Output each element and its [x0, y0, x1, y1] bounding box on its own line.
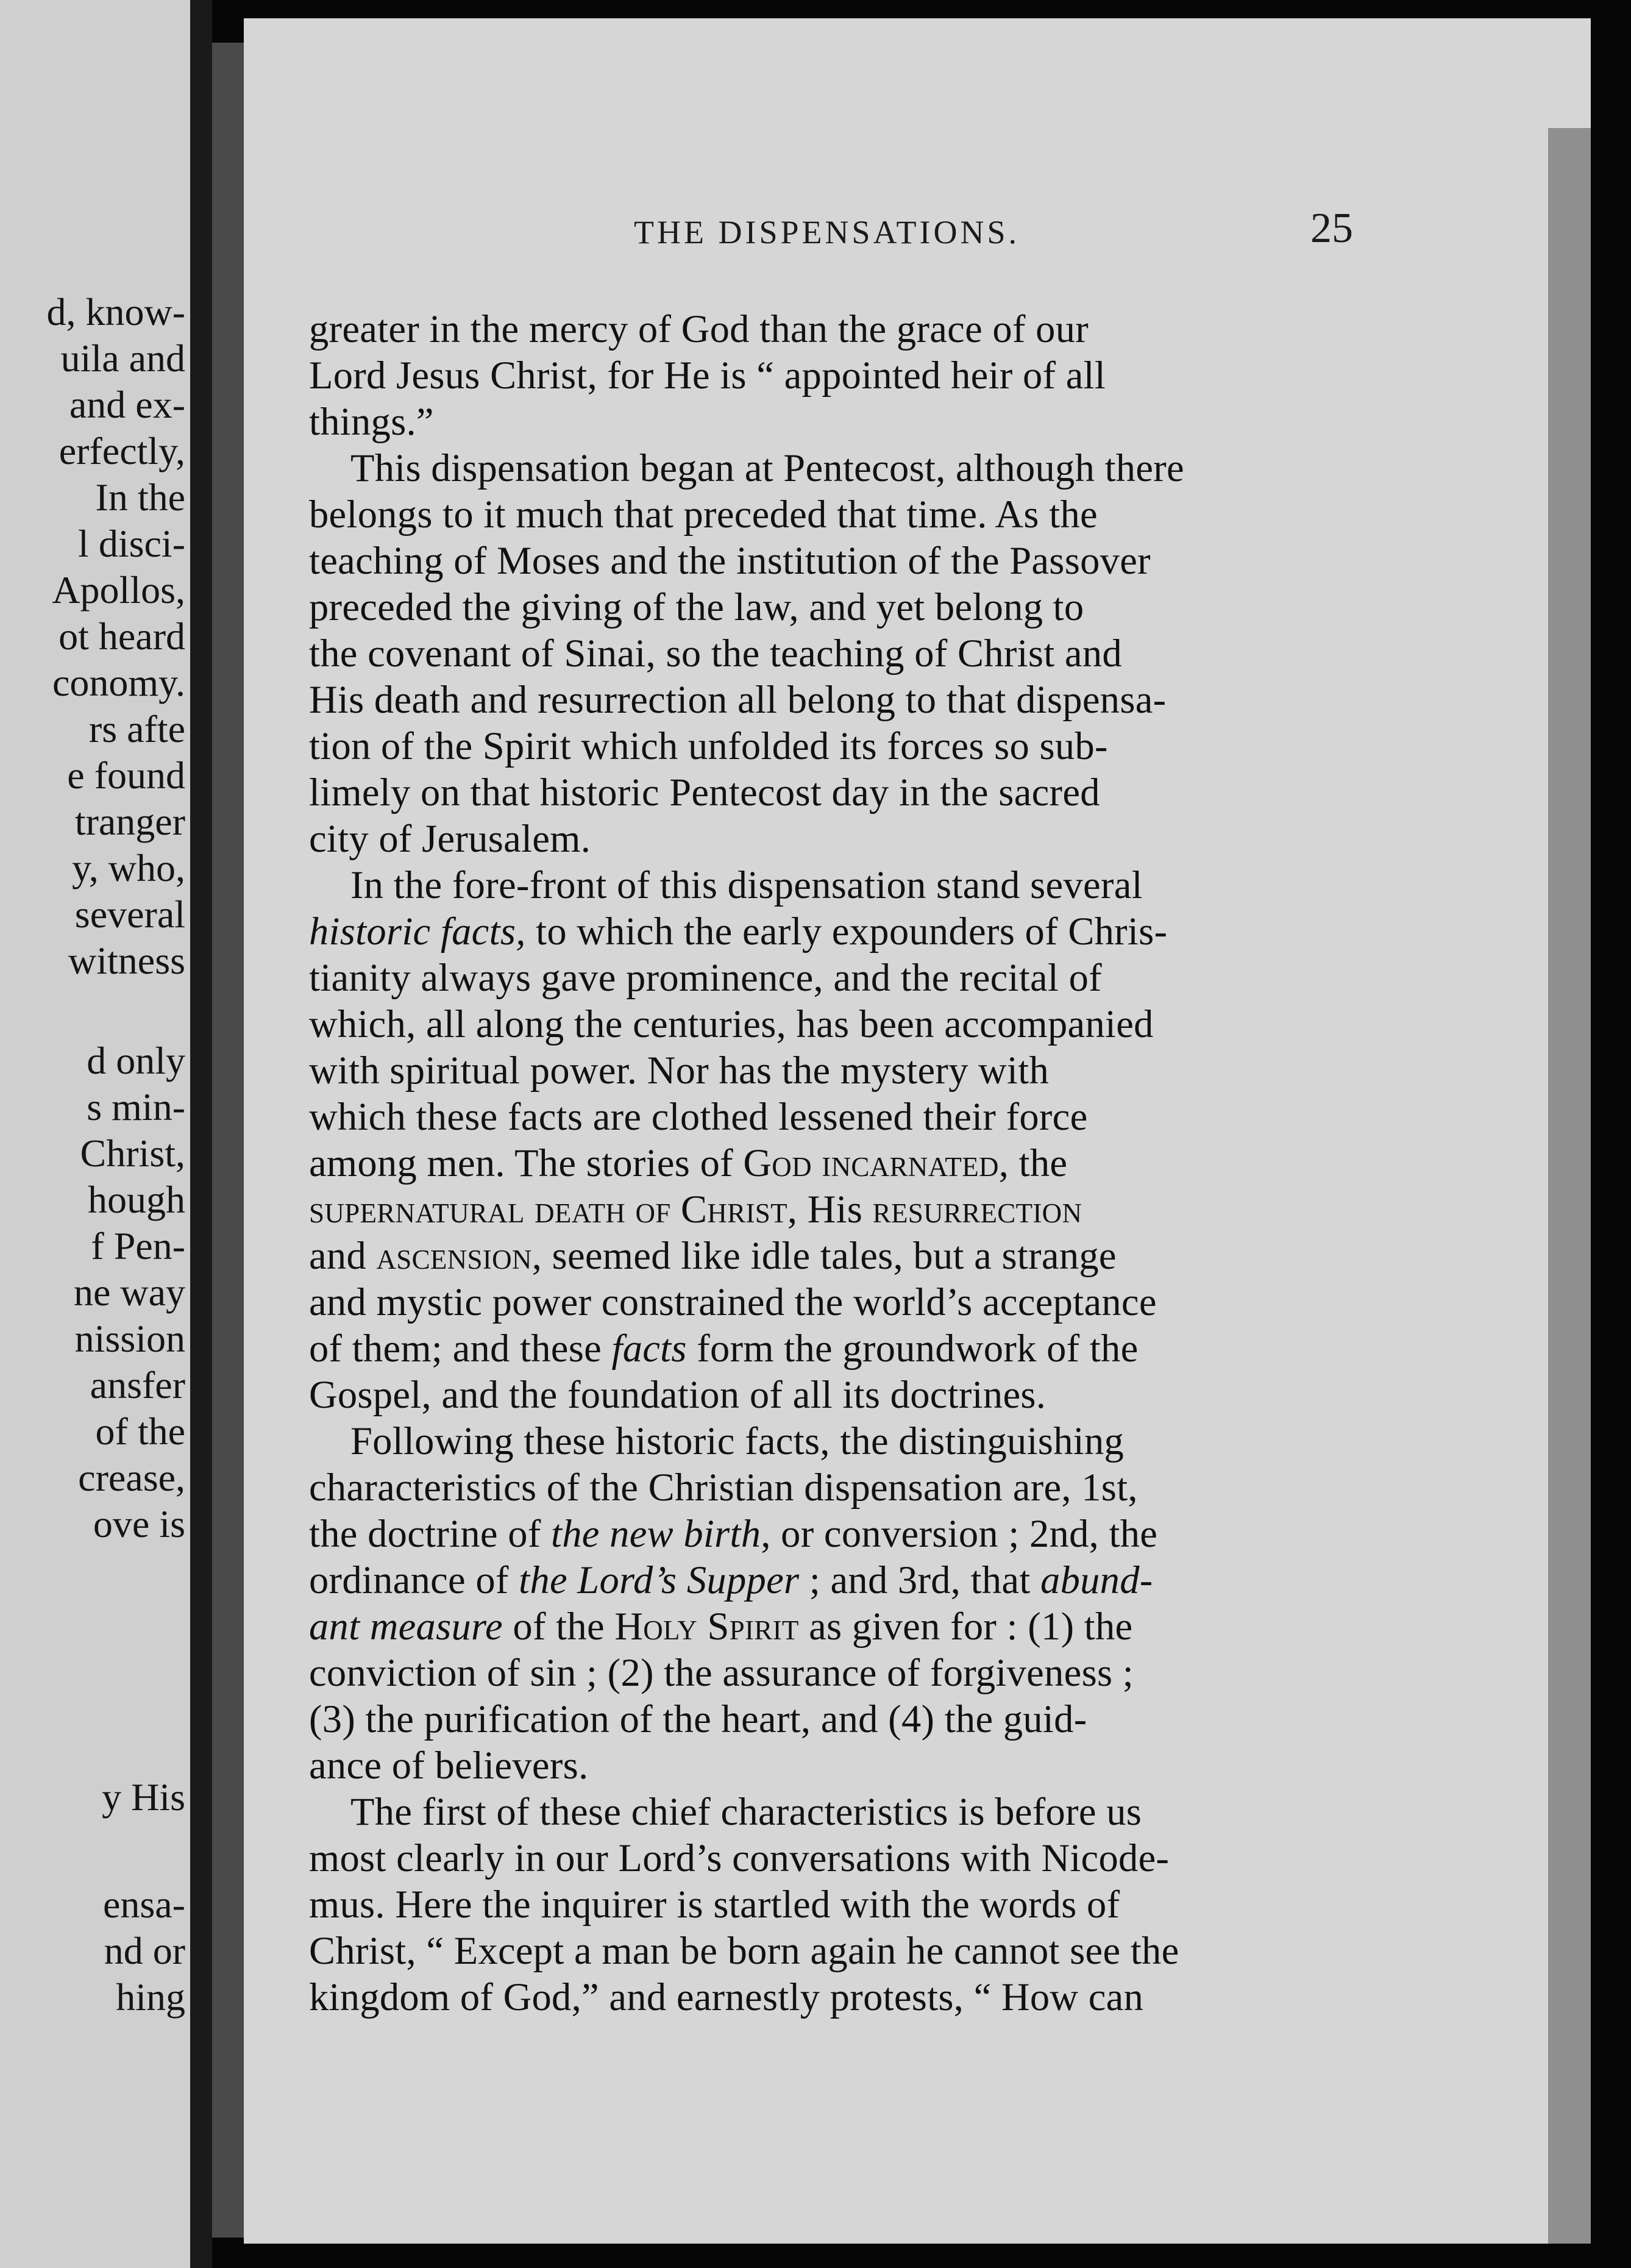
left-page-line: Apollos,: [52, 568, 185, 612]
left-page-line: Christ,: [80, 1132, 185, 1175]
text-line: conviction of sin ; (2) the assurance of forgiveness ;: [309, 1651, 1134, 1694]
text-run: , seemed like idle tales, but a strange: [531, 1234, 1117, 1277]
text-line: the covenant of Sinai, so the teaching of Christ and: [309, 632, 1122, 675]
left-page-line: ne way: [73, 1271, 185, 1314]
text-line: teaching of Moses and the institution of the Passover: [309, 539, 1151, 582]
italic-phrase: historic facts,: [309, 910, 526, 953]
text-line: city of Jerusalem.: [309, 817, 591, 860]
text-line: greater in the mercy of God than the grace of our: [309, 307, 1089, 351]
right-page: [244, 18, 1591, 2244]
text-line: with spiritual power. Nor has the mystery with: [309, 1049, 1050, 1092]
small-caps-phrase: ascension: [376, 1234, 532, 1277]
text-line: Lord Jesus Christ, for He is “ appointed heir of all: [309, 354, 1106, 397]
left-page-line: ansfer: [90, 1363, 185, 1407]
text-line: [309, 1329, 1139, 1369]
italic-phrase: ant measure: [309, 1605, 503, 1648]
left-page-line: and ex-: [69, 383, 185, 426]
italic-phrase: facts: [611, 1327, 687, 1370]
text-run: of them; and these: [309, 1327, 612, 1370]
text-run: , His: [787, 1188, 873, 1231]
text-run: ; and 3rd, that: [799, 1558, 1041, 1602]
text-line: kingdom of God,” and earnestly protests, “ How can: [309, 1975, 1144, 2019]
text-line: tianity always gave prominence, and the recital of: [309, 956, 1102, 999]
text-line: [309, 1141, 1068, 1185]
left-page-line: nd or: [104, 1929, 185, 1972]
left-page-line: l disci-: [78, 522, 185, 565]
text-run: as given for : (1) the: [798, 1605, 1133, 1648]
text-line: [309, 1190, 1082, 1230]
text-line: Gospel, and the foundation of all its doctrines.: [309, 1373, 1046, 1416]
text-line: ance of believers.: [309, 1744, 589, 1787]
text-line: Christ, “ Except a man be born again he cannot see the: [309, 1929, 1179, 1972]
text-line: [309, 1236, 1117, 1276]
small-caps-phrase: God incarnated: [743, 1141, 999, 1185]
left-page-line: uila and: [60, 337, 185, 380]
left-page-line: ove is: [93, 1502, 185, 1546]
left-page-line: ot heard: [59, 615, 185, 658]
left-page-line: y His: [102, 1775, 185, 1819]
left-page-line: y, who,: [71, 846, 185, 890]
left-page-line: nission: [74, 1317, 185, 1360]
left-page-line: hing: [116, 1975, 185, 2019]
running-header: THE DISPENSATIONS.: [634, 214, 1020, 251]
text-line: tion of the Spirit which unfolded its forces so sub-: [309, 724, 1108, 768]
text-run: , or conversion ; 2nd, the: [761, 1512, 1158, 1555]
text-line: things.”: [309, 400, 434, 443]
book-gutter: [190, 0, 212, 2268]
left-page-line: crease,: [78, 1456, 185, 1499]
left-page-line: d only: [87, 1039, 185, 1082]
text-line: most clearly in our Lord’s conversations with Nicode-: [309, 1836, 1170, 1880]
left-page-fragment: [0, 0, 190, 2268]
left-page-line: witness: [68, 939, 185, 982]
text-line: [309, 1607, 1132, 1647]
italic-phrase: the new birth: [551, 1512, 761, 1555]
left-page-line: s min-: [87, 1085, 185, 1129]
text-line: which these facts are clothed lessened their force: [309, 1095, 1088, 1138]
text-line: preceded the giving of the law, and yet belong to: [309, 585, 1084, 629]
small-caps-phrase: Holy Spirit: [614, 1605, 799, 1648]
text-run: and: [309, 1234, 377, 1277]
left-page-line: f Pen-: [91, 1224, 185, 1268]
left-page-line: e found: [67, 754, 185, 797]
italic-phrase: abund-: [1040, 1558, 1153, 1602]
text-line: The first of these chief characteristics is before us: [350, 1790, 1142, 1833]
text-run: among men. The stories of: [309, 1141, 744, 1185]
left-page-line: hough: [88, 1178, 185, 1221]
left-page-line: d, know-: [46, 290, 185, 333]
text-line: His death and resurrection all belong to that dispensa-: [309, 678, 1167, 721]
left-page-line: of the: [95, 1410, 185, 1453]
italic-phrase: the Lord’s Supper: [519, 1558, 800, 1602]
text-line: Following these historic facts, the distinguishing: [350, 1419, 1125, 1463]
left-page-line: In the: [95, 476, 185, 519]
text-line: characteristics of the Christian dispensation are, 1st,: [309, 1466, 1138, 1509]
text-line: (3) the purification of the heart, and (4) the guid-: [309, 1697, 1087, 1741]
text-line: and mystic power constrained the world’s acceptance: [309, 1280, 1157, 1324]
text-run: , the: [998, 1141, 1068, 1185]
text-line: In the fore-front of this dispensation stand several: [350, 863, 1143, 907]
text-line: [309, 1514, 1157, 1554]
small-caps-phrase: supernatural death of Christ: [309, 1188, 787, 1231]
text-line: limely on that historic Pentecost day in the sacred: [309, 771, 1100, 814]
text-line: belongs to it much that preceded that time. As the: [309, 493, 1098, 536]
page-number: 25: [1310, 205, 1353, 252]
text-run: the doctrine of: [309, 1512, 552, 1555]
text-line: [309, 1558, 1153, 1602]
left-page-line: conomy.: [52, 661, 185, 704]
text-run: form the groundwork of the: [686, 1327, 1139, 1370]
left-page-line: rs afte: [88, 707, 185, 751]
text-run: of the: [503, 1605, 615, 1648]
text-line: mus. Here the inquirer is startled with the words of: [309, 1883, 1120, 1926]
text-line: [309, 912, 1167, 952]
left-page-line: ensa-: [102, 1883, 185, 1926]
text-run: to which the early expounders of Chris-: [525, 910, 1168, 953]
text-run: ordinance of: [309, 1558, 519, 1602]
small-caps-phrase: resurrection: [872, 1188, 1082, 1231]
text-line: which, all along the centuries, has been accompanied: [309, 1002, 1154, 1046]
page-edge-shadow: [1548, 128, 1591, 2244]
left-page-line: several: [74, 893, 185, 936]
left-page-line: erfectly,: [59, 429, 185, 472]
left-page-line: tranger: [74, 800, 185, 843]
text-line: This dispensation began at Pentecost, although there: [350, 446, 1184, 490]
